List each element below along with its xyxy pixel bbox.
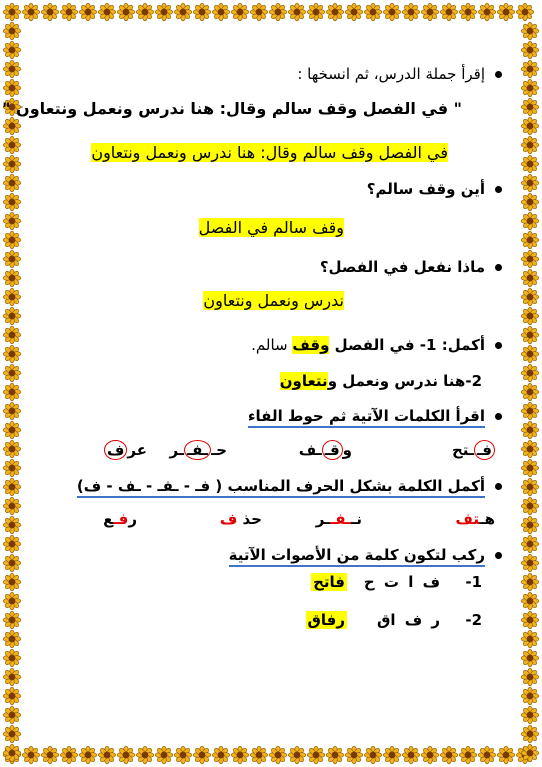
word-waqf-a: و: [342, 441, 352, 459]
word-hadhf-answer: ف: [219, 510, 238, 528]
instruction-text: إقرأ جملة الدرس، ثم انسخها :: [297, 65, 485, 83]
word-waqf-c: ـف: [298, 441, 322, 459]
instruction-complete-letter-text: أكمل الكلمة بشكل الحرف المناسب ( فـ - ـفـ - ـف - ف): [77, 477, 485, 498]
word-hatf-a: هـ: [479, 510, 495, 528]
compose-1-answer-text: فاتح: [313, 573, 345, 591]
bullet-icon: [495, 552, 502, 559]
compose-2-number: 2-: [465, 611, 482, 629]
instruction-read-sentence: [297, 63, 502, 85]
question-where-text: أين وقف سالم؟: [366, 180, 485, 198]
word-hatf-answer: تف: [455, 510, 480, 528]
word-fath-circled: فـ: [474, 440, 495, 460]
instruction-circle-fa: [248, 405, 502, 427]
word-rafa-answer: فـ: [113, 510, 129, 528]
complete-1-answer-b: قف: [292, 336, 321, 354]
compose-1-sounds: ف ا ت ح: [363, 573, 440, 591]
complete-2-text: 2-هنا ندرس ونعمل و: [327, 372, 482, 390]
complete-2-answer: نتعاون: [279, 372, 328, 390]
copied-sentence: [91, 142, 448, 164]
compose-2-sounds: ر ف اق: [376, 611, 440, 629]
word-rafa-c: ع: [103, 510, 114, 528]
question-what: [320, 256, 502, 278]
answer-what-text: ندرس ونعمل ونتعاون: [203, 291, 344, 310]
complete-sentence-1: [251, 334, 502, 356]
instruction-complete-letter: [77, 475, 502, 497]
answer-what: [203, 290, 344, 312]
compose-1-answer: [311, 573, 347, 591]
lesson-sentence: " في الفصل وقف سالم وقال: هنا ندرس ونعمل ونتعاون ": [2, 99, 462, 118]
word-rafa-a: ر: [128, 510, 137, 528]
compose-2-answer-text: رفاق: [307, 611, 345, 629]
bullet-icon: [495, 71, 502, 78]
answer-where: [199, 217, 344, 239]
complete-1-end: سالم.: [251, 336, 293, 354]
bullet-icon: [495, 186, 502, 193]
word-waqf: [299, 440, 352, 460]
bullet-icon: [495, 264, 502, 271]
word-hadhf: [220, 510, 262, 528]
word-hafr-circled: ـفـ: [184, 440, 211, 460]
word-arf: [104, 440, 147, 460]
copied-sentence-text: في الفصل وقف سالم وقال: هنا ندرس ونعمل ونتعاون: [91, 143, 448, 162]
complete-sentence-2: [280, 370, 482, 392]
complete-1-text: أكمل: 1- في الفصل: [329, 336, 485, 354]
question-where: [367, 178, 502, 200]
word-fath-c: ـتح: [451, 441, 475, 459]
word-fath: [452, 440, 495, 460]
bullet-icon: [495, 483, 502, 490]
word-nafar-c: ـر: [315, 510, 331, 528]
compose-2-answer: [306, 611, 348, 629]
word-hadhf-a: حذ: [237, 510, 262, 528]
word-arf-circled: ف: [104, 440, 127, 460]
word-rafa: [103, 510, 137, 528]
instruction-compose-word: [229, 544, 502, 566]
complete-1-answer-a: و: [320, 336, 330, 354]
word-hafr-a: حـ: [211, 441, 227, 459]
word-hafr-c: ـر: [169, 441, 184, 459]
word-waqf-circled: قـ: [322, 440, 343, 460]
word-nafar-answer: ـفـ: [330, 510, 352, 528]
answer-where-text: وقف سالم في الفصل: [198, 218, 344, 237]
word-arf-a: عر: [127, 441, 147, 459]
word-hatf: [455, 510, 495, 528]
compose-1-number: 1-: [465, 573, 482, 591]
question-what-text: ماذا نفعل في الفصل؟: [319, 258, 485, 276]
bullet-icon: [495, 342, 502, 349]
word-nafar-a: نـ: [351, 510, 362, 528]
instruction-compose-word-text: ركب لتكون كلمة من الأصوات الآتية: [229, 546, 485, 567]
word-hafr: [170, 440, 227, 460]
bullet-icon: [495, 413, 502, 420]
word-nafar: [316, 510, 362, 528]
instruction-circle-fa-text: اقرأ الكلمات الآتية ثم حوط الفاء: [248, 407, 485, 428]
